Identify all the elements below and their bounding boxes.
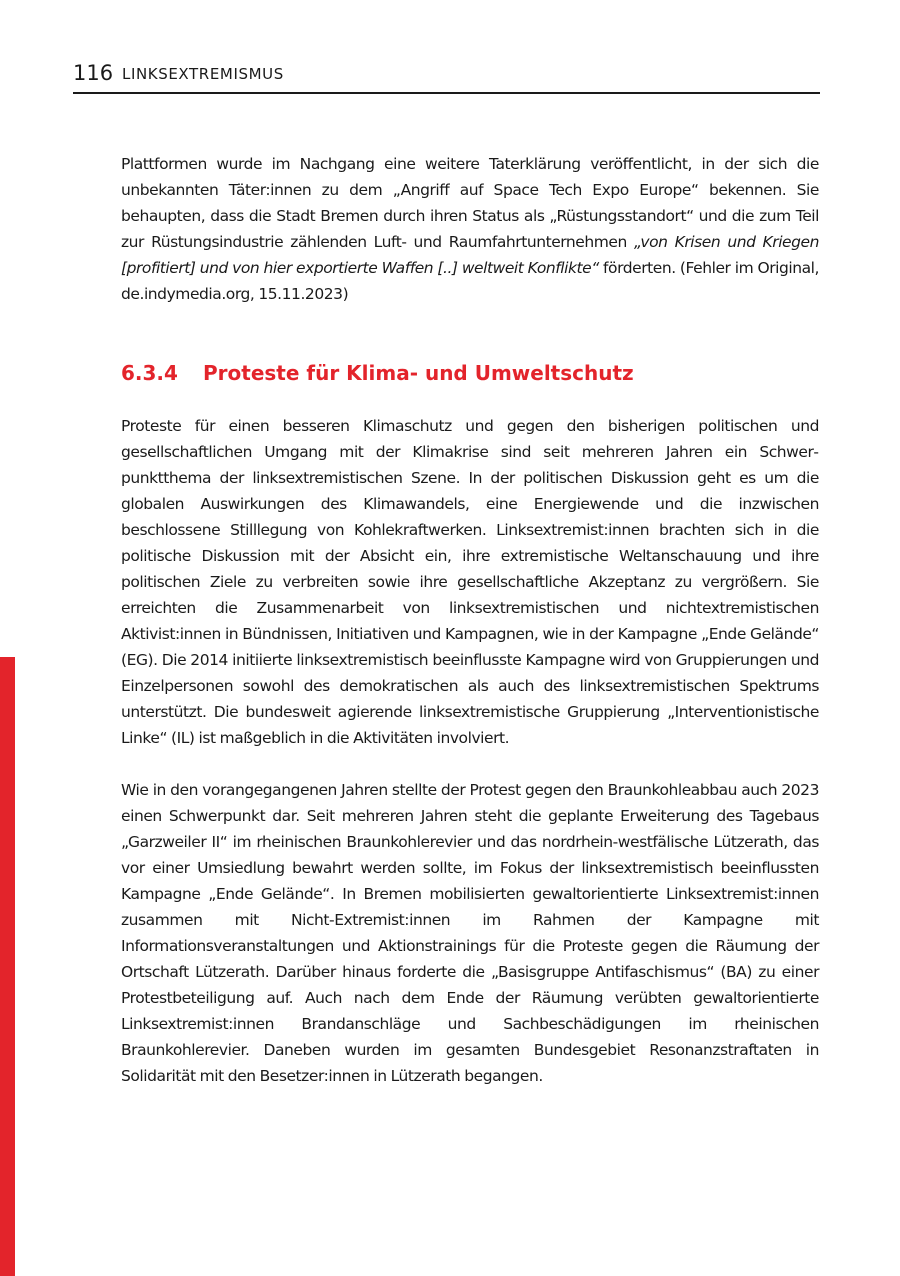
section-number: 6.3.4	[121, 361, 178, 385]
intro-quote: „von Krisen und Kriegen [profitiert] und von hier exportierte Waffen [..] weltweit Konflikte“	[121, 233, 819, 277]
body-paragraph-2: Wie in den vorangegangenen Jahren stellte der Protest gegen den Braunkohleabbau auch 2023 einen Schwerpunkt dar. Seit mehreren Jahren steht die geplante Erweiterung des Tagebaus „Garzweiler II“ im rheinischen Braunkohlerevier und das nordrhein-westfälische Lützerath, das vor einer Umsiedlung bewahrt werden sollte, im Fokus der linksextremistisch beeinflussten Kampagne „Ende Gelände“. In Bremen mobilisierten gewaltorientierte Linksextremist:innen zusammen mit Nicht-Extremist:innen im Rahmen der Kampagne mit Informationsveranstaltungen und Aktionstrainings für die Proteste gegen die Räumung der Ortschaft Lützerath. Darüber hinaus forderte die „Basisgruppe Antifaschismus“ (BA) zu einer Protestbeteiligung auf. Auch nach dem Ende der Räumung verübten gewaltorientierte Linksextremist:innen Brandanschläge und Sachbeschädigungen im rheinischen Braunkohlerevier. Daneben wurden im gesamten Bundesgebiet Resonanzstraftaten in Solidarität mit den Besetzer:innen in Lützerath begangen.	[121, 781, 819, 1085]
page-content	[121, 151, 819, 1089]
running-title: LINKSEXTREMISMUS	[122, 65, 284, 83]
intro-text-before-quote: Plattformen wurde im Nachgang eine weitere Taterklärung veröffentlicht, in der sich die unbekannten Täter:innen zu dem „Angriff auf Space Tech Expo Europe“ bekennen. Sie behaupten, dass die Stadt Bremen durch ihren Status als „Rüstungsstandort“ und die zum Teil zur Rüstungsindustrie zählenden Luft- und Raumfahrtunternehmen	[121, 155, 819, 251]
intro-paragraph	[121, 151, 819, 307]
page-number: 116	[73, 61, 114, 85]
section-title: Proteste für Klima- und Umweltschutz	[203, 361, 634, 385]
intro-text-after-quote: förderten. (Fehler im Original, de.indymedia.org, 15.11.2023)	[121, 259, 819, 303]
page-header	[73, 60, 820, 94]
section-heading	[121, 359, 819, 387]
paragraph-spacer	[121, 751, 819, 777]
body-paragraph-1: Proteste für einen besseren Klimaschutz und gegen den bisherigen politischen und gesellschaftlichen Umgang mit der Klimakrise sind seit mehreren Jahren ein Schwerpunktthema der linksextremistischen Szene. In der politischen Diskussion geht es um die globalen Auswirkungen des Klimawandels, eine Energiewende und die inzwischen beschlossene Stilllegung von Kohlekraftwerken. Linksextremist:innen brachten sich in die politische Diskussion mit der Absicht ein, ihre extremistische Weltanschauung und ihre politischen Ziele zu verbreiten sowie ihre gesellschaftliche Akzeptanz zu vergrößern. Sie erreichten die Zusammenarbeit von linksextremistischen und nichtextremistischen Aktivist:innen in Bündnissen, Initiativen und Kampagnen, wie in der Kampagne „Ende Gelände“ (EG). Die 2014 initiierte linksextremistisch beeinflusste Kampagne wird von Gruppierungen und Einzelpersonen sowohl des demokratischen als auch des linksextremistischen Spektrums unterstützt. Die bundesweit agierende linksextremistische Gruppierung „Interventionistische Linke“ (IL) ist maßgeblich in die Aktivitäten involviert.	[121, 417, 819, 747]
chapter-marker-bar	[0, 657, 15, 1276]
